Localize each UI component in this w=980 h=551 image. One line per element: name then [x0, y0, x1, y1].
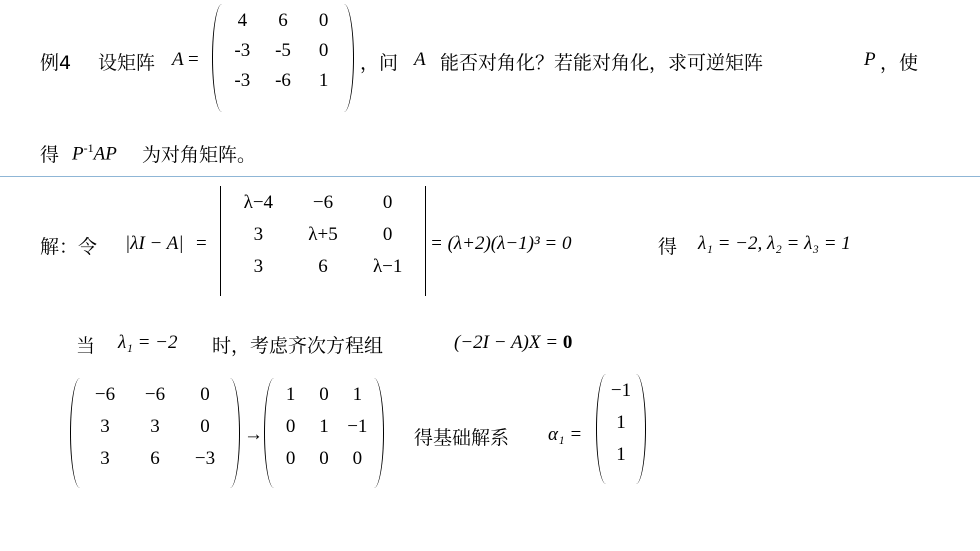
matrix-cell: λ+5 [308, 224, 338, 245]
right-paren [635, 374, 646, 484]
matrix-cell: 0 [319, 448, 329, 469]
question-part2: 能否对角化？若能对角化，求可逆矩阵 [440, 52, 764, 74]
basis-text: 得基础解系 [414, 427, 510, 449]
determinant-bar-right [425, 186, 426, 296]
case-text2: 时，考虑齐次方程组 [212, 335, 384, 357]
vector-cell: 1 [616, 412, 626, 433]
question-part3: ，使 [880, 52, 919, 74]
zero-vector: 0 [562, 332, 573, 353]
matrix-cell: 0 [319, 384, 329, 405]
matrix-cell: 0 [200, 416, 210, 437]
p-variable: P [72, 143, 84, 165]
matrix-a [212, 4, 354, 112]
matrix-cell: 3 [150, 416, 160, 437]
ap-variables: AP [93, 143, 117, 165]
right-paren [373, 378, 384, 488]
determinant-bar-left [220, 186, 221, 296]
question-part1: ，问 [360, 52, 399, 74]
case-text1: 当 [76, 335, 96, 357]
inverse-exponent: -1 [83, 141, 94, 155]
coefficient-matrix [70, 378, 240, 488]
matrix-cell: -3 [234, 40, 251, 61]
matrix-cell: 3 [253, 256, 264, 277]
matrix-p-variable: P [864, 49, 876, 70]
section-divider [0, 176, 980, 177]
matrix-cell: 0 [352, 448, 363, 469]
basis-vector-grid [604, 380, 638, 466]
matrix-cell: −6 [312, 192, 334, 213]
matrix-cell: −3 [194, 448, 216, 469]
equation-lhs: (−2I − A)X = [454, 332, 563, 353]
matrix-cell: -3 [234, 70, 251, 91]
matrix-cell: −1 [347, 416, 368, 437]
matrix-cell: -5 [275, 40, 291, 61]
line2-prefix: 得 [40, 144, 60, 166]
matrix-cell: −6 [94, 384, 116, 405]
get-label: 得 [658, 236, 678, 258]
matrix-cell: 6 [278, 10, 288, 31]
matrix-cell: 4 [237, 10, 248, 31]
matrix-a-variable: A [414, 49, 426, 70]
matrix-cell: 1 [285, 384, 296, 405]
determinant-matrix [220, 186, 426, 296]
equals-sign: = [188, 49, 199, 70]
eigenvalues: λ₁ = −2, λ₂ = λ₃ = 1 [698, 233, 851, 254]
matrix-cell: 1 [318, 70, 329, 91]
solution-label: 解：令 [40, 236, 98, 258]
matrix-cell: 0 [285, 416, 296, 437]
equals-sign: = [196, 233, 207, 254]
matrix-cell: 3 [100, 448, 110, 469]
matrix-cell: 6 [150, 448, 160, 469]
matrix-cell: 0 [200, 384, 210, 405]
case-lambda: λ₁ = −2 [118, 332, 178, 353]
matrix-cell: 3 [253, 224, 264, 245]
p-inverse-expression [72, 141, 117, 165]
matrix-cell: 1 [352, 384, 363, 405]
reduced-matrix [264, 378, 384, 488]
matrix-a-grid [222, 10, 344, 92]
matrix-cell: 0 [285, 448, 296, 469]
matrix-cell: λ−1 [372, 256, 403, 277]
characteristic-polynomial: = (λ+2)(λ−1)³ = 0 [430, 233, 572, 254]
basis-vector [596, 374, 646, 484]
right-paren [229, 378, 240, 488]
homogeneous-equation [454, 332, 572, 354]
matrix-cell: -6 [275, 70, 291, 91]
reduced-grid [274, 384, 374, 470]
reduction-arrow: → [244, 424, 263, 445]
vector-cell: −1 [610, 380, 632, 401]
line2-suffix: 为对角矩阵。 [142, 144, 257, 166]
matrix-cell: λ−4 [243, 192, 274, 213]
matrix-a-variable: A [172, 49, 184, 70]
matrix-cell: 0 [318, 10, 329, 31]
vector-cell: 1 [616, 444, 626, 465]
matrix-cell: 1 [319, 416, 329, 437]
problem-intro: 设矩阵 [98, 52, 156, 74]
matrix-cell: 0 [318, 40, 329, 61]
matrix-cell: 6 [318, 256, 328, 277]
right-paren [343, 4, 354, 112]
matrix-cell: 0 [382, 192, 393, 213]
problem-label: 例4 [40, 52, 72, 74]
matrix-cell: 0 [382, 224, 393, 245]
coefficient-grid [80, 384, 230, 470]
matrix-cell: −6 [144, 384, 166, 405]
determinant-expression: |λI − A| [125, 233, 184, 254]
matrix-cell: 3 [100, 416, 110, 437]
alpha-label: α₁ = [548, 424, 583, 445]
determinant-grid [226, 192, 420, 278]
